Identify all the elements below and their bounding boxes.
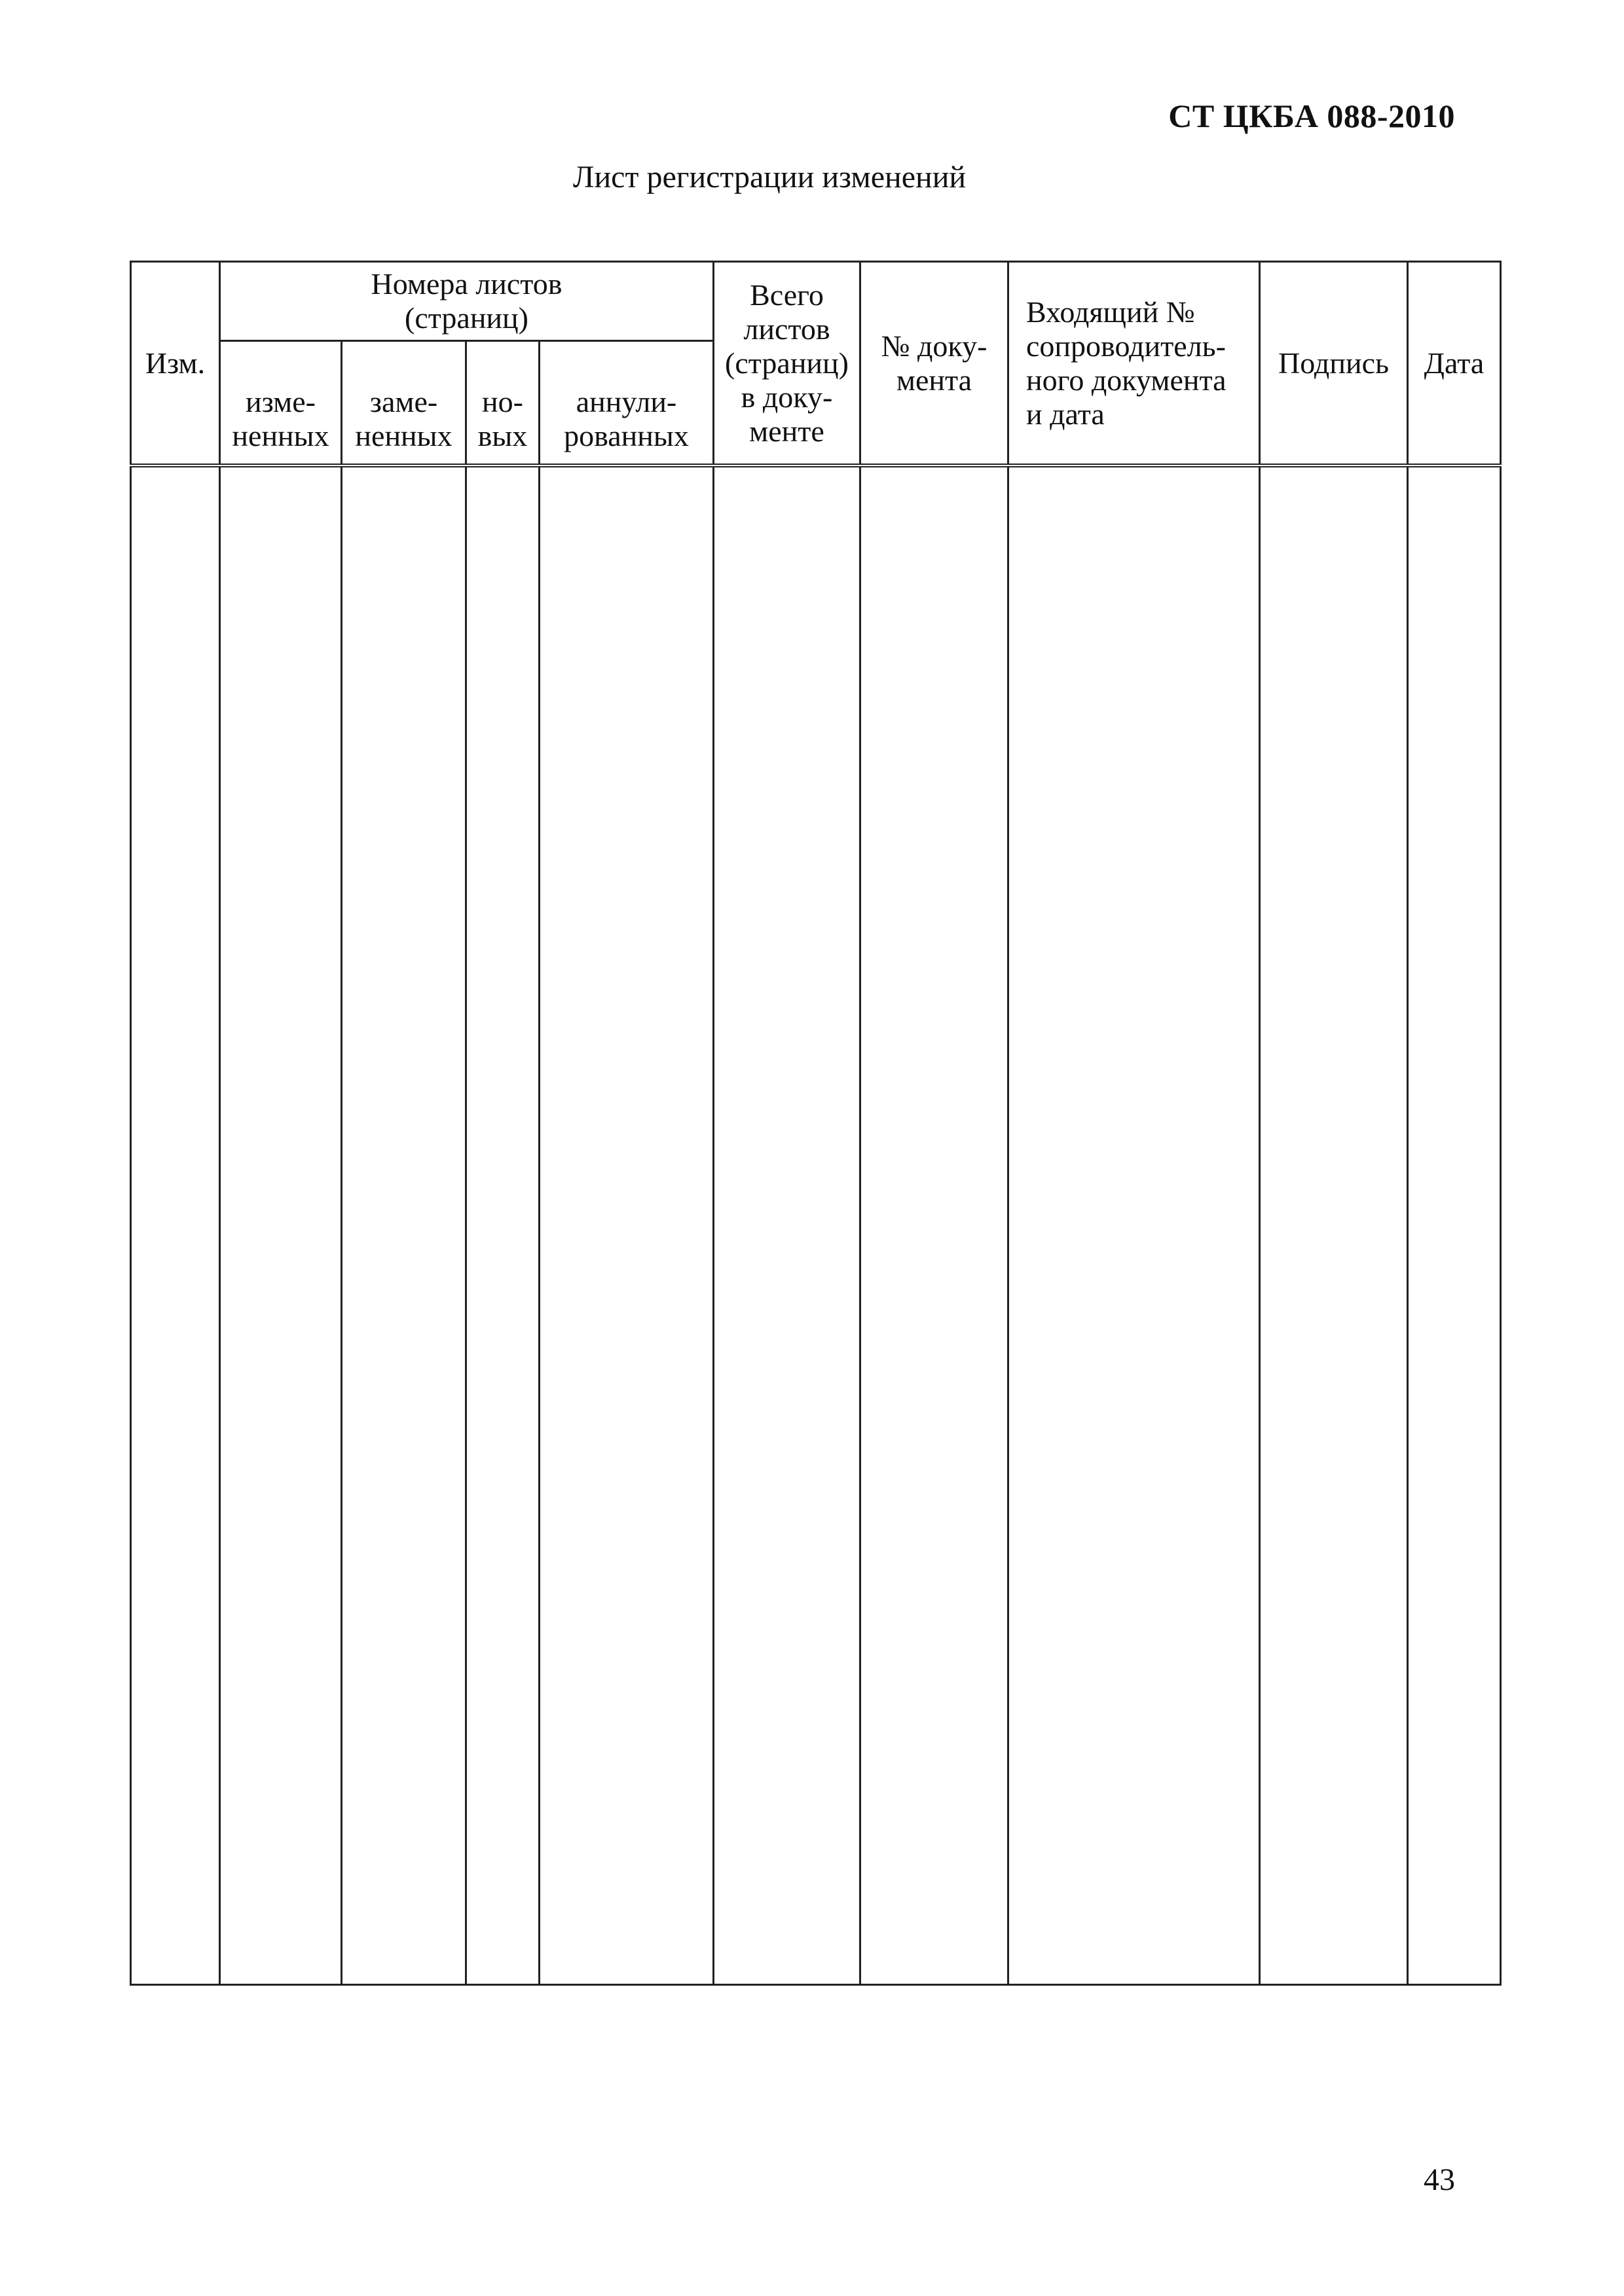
change-registration-table bbox=[130, 261, 1502, 1986]
header-total-sheets: Всего листов (страниц) в доку- менте bbox=[714, 262, 860, 466]
cell-total-sheets bbox=[714, 465, 860, 1985]
page-title: Лист регистрации изменений bbox=[572, 160, 967, 194]
cell-changed-sheets bbox=[220, 465, 342, 1985]
cell-change-number bbox=[131, 465, 220, 1985]
page-number: 43 bbox=[1424, 2162, 1455, 2197]
header-new-sheets: но- вых bbox=[466, 341, 540, 466]
cell-signature bbox=[1260, 465, 1408, 1985]
header-date: Дата bbox=[1408, 262, 1501, 466]
document-code: СТ ЦКБА 088-2010 bbox=[1168, 98, 1455, 134]
header-incoming-document: Входящий № сопроводитель- ного документа и дата bbox=[1008, 262, 1260, 466]
cell-document-number bbox=[860, 465, 1008, 1985]
cell-incoming-document bbox=[1008, 465, 1260, 1985]
header-replaced-sheets: заме- ненных bbox=[342, 341, 466, 466]
header-signature: Подпись bbox=[1260, 262, 1408, 466]
header-change-number: Изм. bbox=[131, 262, 220, 466]
cell-date bbox=[1408, 465, 1501, 1985]
header-annulled-sheets: аннули- рованных bbox=[540, 341, 714, 466]
header-document-number: № доку- мента bbox=[860, 262, 1008, 466]
table-row bbox=[131, 465, 1501, 1985]
header-sheet-numbers-group: Номера листов (страниц) bbox=[220, 262, 714, 341]
cell-new-sheets bbox=[466, 465, 540, 1985]
cell-annulled-sheets bbox=[540, 465, 714, 1985]
header-changed-sheets: изме- ненных bbox=[220, 341, 342, 466]
cell-replaced-sheets bbox=[342, 465, 466, 1985]
